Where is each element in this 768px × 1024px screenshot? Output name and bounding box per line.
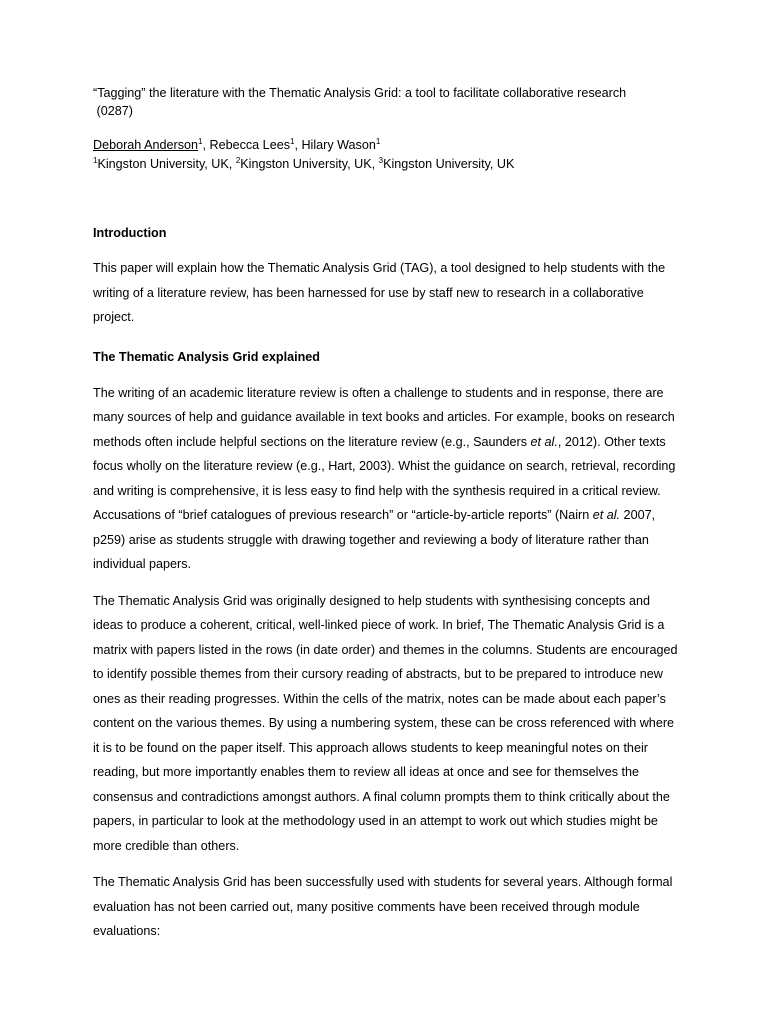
introduction-heading: Introduction — [93, 226, 167, 240]
grid-paragraph-1-et-al-1: et al. — [530, 434, 558, 449]
affiliation-1: Kingston University, UK, — [97, 157, 236, 171]
grid-explained-heading: The Thematic Analysis Grid explained — [93, 349, 320, 364]
author-1-superscript: 1 — [198, 137, 203, 146]
grid-paragraph-1-part-a: The writing of an academic literature review is often a challenge to students and in response, there are many sources of help and guidance available in text books and articles. For example, books on research methods often include helpful sections on the literature review (e.g., Saunders — [93, 385, 675, 449]
grid-paragraph-3: The Thematic Analysis Grid has been successfully used with students for several years. Although formal evaluation has not been carried out, many positive comments have been received through module evaluations: — [93, 875, 673, 938]
affiliation-list — [93, 154, 683, 175]
introduction-paragraph: This paper will explain how the Thematic Analysis Grid (TAG), a tool designed to help students with the writing of a literature review, has been harnessed for use by staff new to research in a collaborative project. — [93, 261, 666, 324]
author-3-superscript: 1 — [375, 137, 381, 146]
grid-paragraph-1-et-al-2: et al. — [592, 508, 621, 522]
paper-title-line-2: (0287) — [93, 104, 133, 118]
author-2-superscript: 1 — [290, 137, 295, 146]
grid-paragraph-1 — [93, 381, 683, 577]
author-list — [93, 136, 683, 154]
affiliation-1-superscript: 1 — [93, 156, 98, 165]
document-page — [93, 84, 683, 944]
grid-paragraph-1-part-b: , 2012). Other texts focus wholly on the literature review (e.g., Hart, 2003). Whist the guidance on search, retrieval, recording and writing is comprehensive, it is less easy to find help with the synthesis required in a critical review. Accusations of “brief catalogues of previous research” or “article-by-article reports” (Nairn — [93, 434, 676, 522]
author-hilary-wason: , Hilary Wason — [294, 138, 376, 152]
author-deborah-anderson: Deborah Anderson — [93, 138, 199, 152]
affiliation-3: Kingston University, UK — [383, 157, 515, 171]
paper-title-line-1: “Tagging” the literature with the Thematic Analysis Grid: a tool to facilitate collaborative research — [93, 86, 627, 100]
paper-title — [93, 84, 683, 120]
affiliation-2-superscript: 2 — [235, 156, 241, 165]
affiliation-3-superscript: 3 — [378, 156, 384, 165]
affiliation-2: Kingston University, UK, — [240, 157, 379, 171]
grid-paragraph-2: The Thematic Analysis Grid was originally designed to help students with synthesising concepts and ideas to produce a coherent, critical, well-linked piece of work. In brief, The Thematic Analysis Grid is a matrix with papers listed in the rows (in date order) and themes in the columns. Students are encouraged to identify possible themes from their cursory reading of abstracts, but to be prepared to introduce new ones as their reading progresses. Within the cells of the matrix, notes can be made about each paper’s content on the various themes. By using a numbering system, these can be cross referenced with where it is to be found on the paper itself. This approach allows students to keep meaningful notes on their reading, but more importantly enables them to review all ideas at once and see for themselves the consensus and contradictions amongst authors. A final column prompts them to think critically about the papers, in particular to look at the methodology used in an attempt to work out which studies might be more credible than others. — [93, 593, 678, 853]
author-rebecca-lees: , Rebecca Lees — [202, 138, 290, 152]
grid-paragraph-1-part-c: 2007, p259) arise as students struggle with drawing together and reviewing a body of literature rather than individual papers. — [93, 508, 656, 571]
